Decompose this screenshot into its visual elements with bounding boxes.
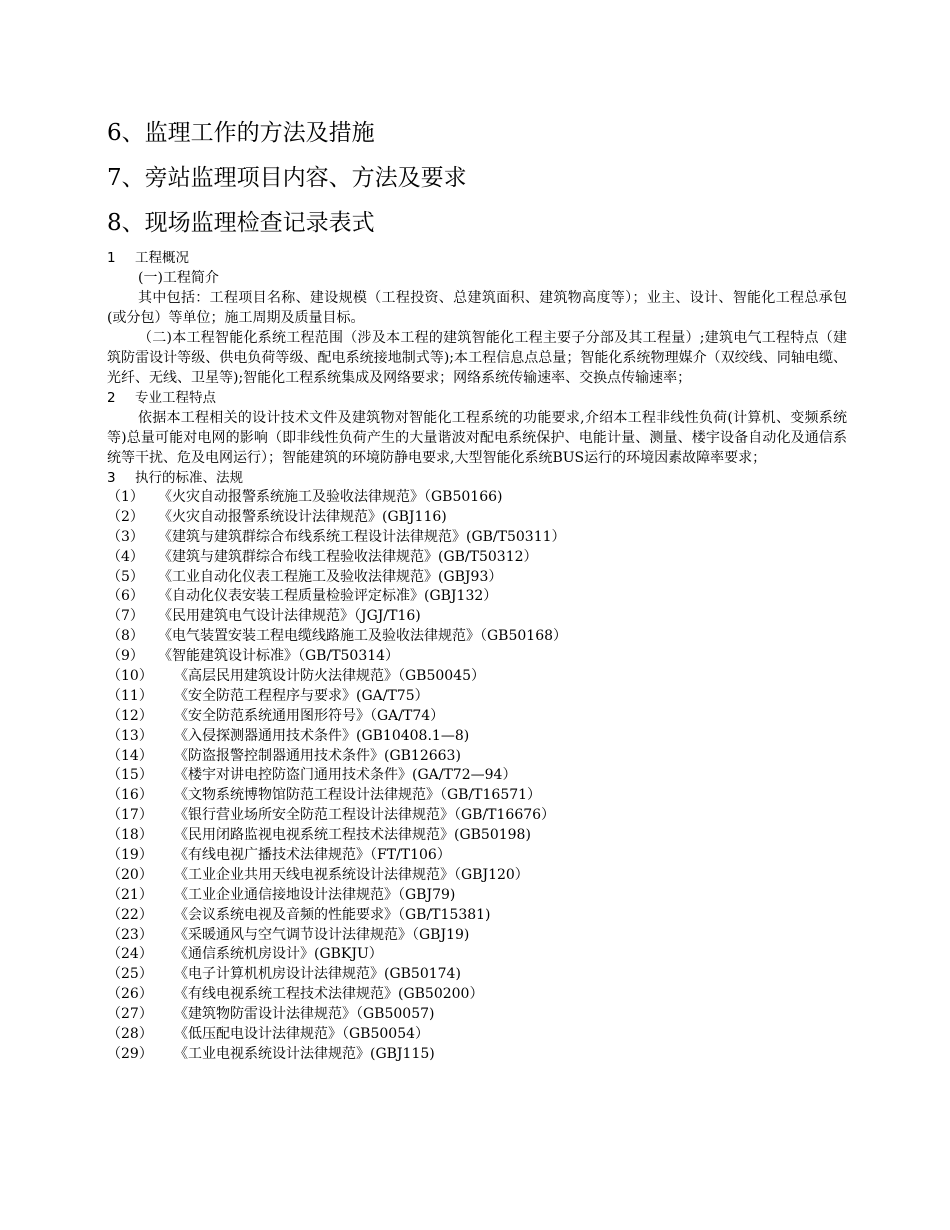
- section-heading: [107, 468, 847, 488]
- list-item-number: （15）: [107, 767, 153, 784]
- list-item-text: 《银行营业场所安全防范工程设计法律规范》（GB/T16676）: [174, 807, 556, 824]
- section-heading: [107, 248, 847, 268]
- document-body: [107, 248, 847, 1065]
- list-item-number: （2）: [107, 508, 144, 525]
- list-item-text: 《安全防范系统通用图形符号》（GA/T74）: [174, 707, 445, 724]
- list-item-number: （12）: [107, 707, 153, 724]
- list-item-number: （25）: [107, 966, 153, 983]
- list-item: [107, 886, 847, 906]
- subsection-title: (一)工程简介: [138, 270, 219, 286]
- list-item-text: 《会议系统电视及音频的性能要求》（GB/T15381): [174, 906, 491, 923]
- list-item: [107, 528, 847, 548]
- list-item-text: 《楼宇对讲电控防盗门通用技术条件》(GA/T72—94）: [174, 767, 517, 784]
- list-item-text: 《民用建筑电气设计法律规范》（JGJ/T16): [158, 608, 421, 625]
- list-item-number: （9）: [107, 648, 144, 665]
- list-item-number: （18）: [107, 827, 153, 844]
- list-item-text: 《有线电视广播技术法律规范》（FT/T106）: [174, 847, 451, 864]
- list-item-text: 《工业企业通信接地设计法律规范》（GBJ79): [174, 886, 456, 903]
- list-item: [107, 786, 847, 806]
- list-item-number: （24）: [107, 946, 153, 963]
- list-item-number: （27）: [107, 1006, 153, 1023]
- list-item-text: 《工业自动化仪表工程施工及验收法律规范》(GBJ93）: [158, 568, 503, 585]
- section-number: 2: [107, 390, 116, 406]
- list-item: [107, 985, 847, 1005]
- list-item: [107, 548, 847, 568]
- list-item: [107, 667, 847, 687]
- list-item: [107, 568, 847, 588]
- list-item: [107, 866, 847, 886]
- list-item: [107, 587, 847, 607]
- list-item: [107, 1045, 847, 1065]
- list-item-number: （17）: [107, 807, 153, 824]
- list-item: [107, 607, 847, 627]
- list-item: [107, 965, 847, 985]
- list-item-text: 《火灾自动报警系统设计法律规范》(GBJ116): [158, 508, 447, 525]
- list-item: [107, 1005, 847, 1025]
- list-item-text: 《采暖通风与空气调节设计法律规范》（GBJ19): [174, 926, 470, 943]
- list-item: [107, 926, 847, 946]
- paragraph: 依据本工程相关的设计技术文件及建筑物对智能化工程系统的功能要求,介绍本工程非线性负荷(计算机、变频系统等)总量可能对电网的影响（即非线性负荷产生的大量谐波对配电系统保护、电能计量、测量、楼宇设备自动化及通信系统等干扰、危及电网运行）；智能建筑的环境防静电要求,大型智能化系统BUS运行的环境因素故障率要求；: [107, 410, 847, 466]
- list-item-text: 《自动化仪表安装工程质量检验评定标准》(GBJ132）: [158, 588, 498, 605]
- section-title: 执行的标准、法规: [135, 470, 243, 486]
- list-item-text: 《建筑与建筑群综合布线工程验收法律规范》(GB/T50312）: [158, 548, 538, 565]
- list-item-text: 《工业电视系统设计法律规范》(GBJ115): [174, 1045, 435, 1062]
- list-item: [107, 727, 847, 747]
- list-item-text: 《通信系统机房设计》(GBKJU）: [174, 946, 383, 963]
- list-item: [107, 508, 847, 528]
- list-item-number: （14）: [107, 747, 153, 764]
- list-item-text: 《工业企业共用天线电视系统设计法律规范》（GBJ120）: [174, 866, 529, 883]
- section-number: 1: [107, 250, 116, 266]
- list-item-text: 《防盗报警控制器通用技术条件》(GB12663): [174, 747, 461, 764]
- list-item: [107, 766, 847, 786]
- list-item-number: （19）: [107, 847, 153, 864]
- list-item-number: （3）: [107, 528, 144, 545]
- list-item-number: （22）: [107, 906, 153, 923]
- list-item-number: （16）: [107, 787, 153, 804]
- toc-list: [107, 111, 467, 246]
- paragraph: 其中包括：工程项目名称、建设规模（工程投资、总建筑面积、建筑物高度等）；业主、设计、智能化工程总承包(或分包）等单位；施工周期及质量目标。: [107, 290, 847, 326]
- section-number: 3: [107, 470, 116, 486]
- list-item-text: 《建筑与建筑群综合布线系统工程设计法律规范》(GB/T50311）: [158, 528, 566, 545]
- list-item-number: （11）: [107, 687, 153, 704]
- section-heading: [107, 388, 847, 408]
- standards-list: [107, 488, 847, 1065]
- list-item-text: 《安全防范工程程序与要求》(GA/T75）: [174, 687, 429, 704]
- list-item-text: 《高层民用建筑设计防火法律规范》（GB50045）: [174, 668, 486, 685]
- list-item-number: （8）: [107, 628, 144, 645]
- list-item: [107, 687, 847, 707]
- list-item: [107, 826, 847, 846]
- list-item-number: （1）: [107, 489, 144, 505]
- list-item: [107, 1025, 847, 1045]
- list-item: [107, 488, 847, 508]
- section-title: 专业工程特点: [135, 390, 216, 406]
- list-item: [107, 846, 847, 866]
- list-item-text: 《有线电视系统工程技术法律规范》(GB50200）: [174, 986, 484, 1003]
- paragraph: （二)本工程智能化系统工程范围（涉及本工程的建筑智能化工程主要子分部及其工程量）;建筑电气工程特点（建筑防雷设计等级、供电负荷等级、配电系统接地制式等);本工程信息点总量；智能化系统物理媒介（双绞线、同轴电缆、光纤、无线、卫星等);智能化工程系统集成及网络要求；网络系统传输速率、交换点传输速率；: [107, 330, 847, 386]
- list-item-text: 《电子计算机机房设计法律规范》(GB50174): [174, 966, 461, 983]
- list-item: [107, 647, 847, 667]
- list-item-number: （26）: [107, 986, 153, 1003]
- list-item-number: （4）: [107, 548, 144, 565]
- list-item: [107, 707, 847, 727]
- list-item-text: 《文物系统博物馆防范工程设计法律规范》（GB/T16571）: [174, 787, 542, 804]
- toc-item: 8、现场监理检查记录表式: [107, 210, 375, 236]
- list-item-number: （6）: [107, 588, 144, 605]
- list-item-text: 《民用闭路监视电视系统工程技术法律规范》(GB50198): [174, 827, 531, 844]
- list-item: [107, 906, 847, 926]
- list-item: [107, 945, 847, 965]
- toc-item: 6、监理工作的方法及措施: [107, 120, 375, 146]
- list-item-text: 《智能建筑设计标准》（GB/T50314）: [158, 648, 400, 665]
- list-item-text: 《建筑物防雷设计法律规范》（GB50057): [174, 1006, 435, 1023]
- list-item: [107, 627, 847, 647]
- list-item-number: （28）: [107, 1026, 153, 1043]
- toc-item: 7、旁站监理项目内容、方法及要求: [107, 165, 467, 191]
- list-item-number: （29）: [107, 1045, 153, 1062]
- list-item-number: （10）: [107, 668, 153, 685]
- section-title: 工程概况: [135, 250, 189, 266]
- list-item-number: （20）: [107, 866, 153, 883]
- list-item-number: （23）: [107, 926, 153, 943]
- list-item: [107, 806, 847, 826]
- list-item-number: （5）: [107, 568, 144, 585]
- list-item-number: （7）: [107, 608, 144, 625]
- list-item-text: 《低压配电设计法律规范》（GB50054）: [174, 1026, 430, 1043]
- list-item-text: 《入侵探测器通用技术条件》(GB10408.1—8): [174, 727, 470, 744]
- list-item-text: 《火灾自动报警系统施工及验收法律规范》（GB50166): [158, 489, 503, 505]
- list-item-text: 《电气装置安装工程电缆线路施工及验收法律规范》（GB50168）: [158, 628, 568, 645]
- list-item-number: （13）: [107, 727, 153, 744]
- list-item: [107, 747, 847, 767]
- list-item-number: （21）: [107, 886, 153, 903]
